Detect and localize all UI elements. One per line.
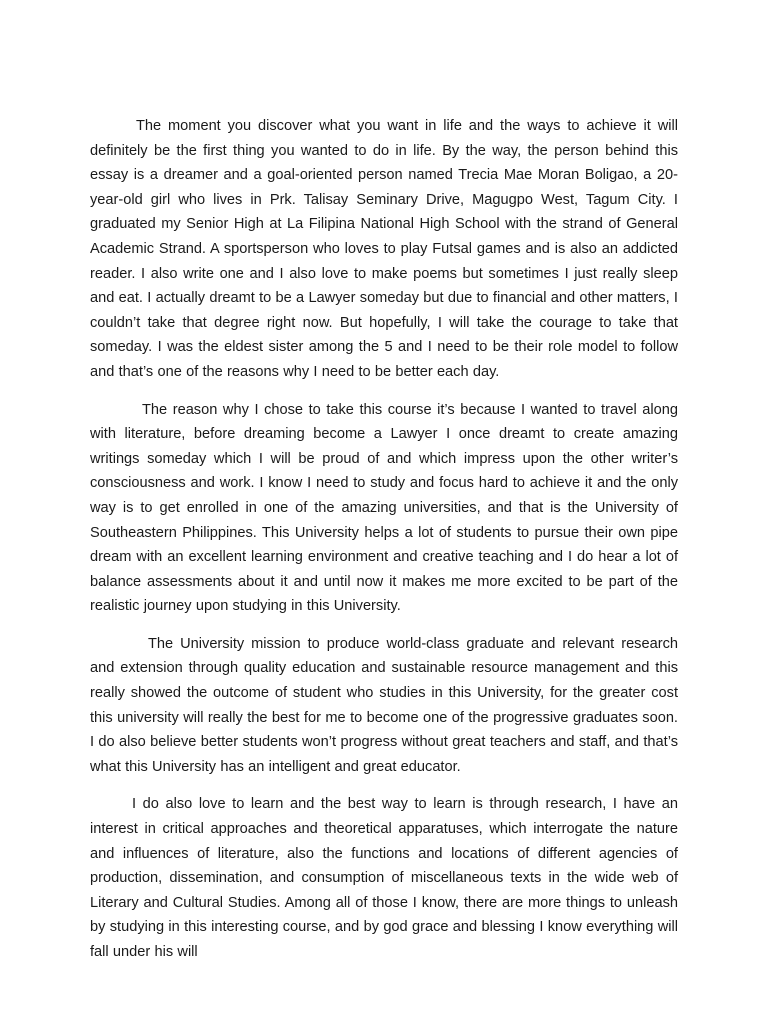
essay-paragraph-4: I do also love to learn and the best way to learn is through research, I have an interest in critical approaches and theoretical apparatuses, which interrogate the nature and influences of literature, also the functions and locations of different agencies of production, dissemination, and consumption of miscellaneous texts in the wide web of Literary and Cultural Studies. Among all of those I know, there are more things to unleash by studying in this interesting course, and by god grace and blessing I know everything will fall under his will — [90, 796, 678, 960]
essay-body — [90, 114, 678, 965]
essay-paragraph-2: The reason why I chose to take this course it’s because I wanted to travel along with literature, before dreaming become a Lawyer I once dreamt to create amazing writings someday which I will be proud of and which impress upon the other writer’s consciousness and work. I know I need to study and focus hard to achieve it and the only way is to get enrolled in one of the amazing universities, and that is the University of Southeastern Philippines. This University helps a lot of students to pursue their own pipe dream with an excellent learning environment and creative teaching and I do hear a lot of balance assessments about it and until now it makes me more excited to be part of the realistic journey upon studying in this University. — [90, 401, 678, 615]
essay-paragraph-1: The moment you discover what you want in life and the ways to achieve it will definitely be the first thing you wanted to do in life. By the way, the person behind this essay is a dreamer and a goal-oriented person named Trecia Mae Moran Boligao, a 20-year-old girl who lives in Prk. Talisay Seminary Drive, Magugpo West, Tagum City. I graduated my Senior High at La Filipina National High School with the strand of General Academic Strand. A sportsperson who loves to play Futsal games and is also an addicted reader. I also write one and I also love to make poems but sometimes I just really sleep and eat. I actually dreamt to be a Lawyer someday but due to financial and other matters, I couldn’t take that degree right now. But hopefully, I will take the courage to take that someday. I was the eldest sister among the 5 and I need to be their role model to follow and that’s one of the reasons why I need to be better each day. — [90, 118, 678, 380]
essay-paragraph-3: The University mission to produce world-class graduate and relevant research and extension through quality education and sustainable resource management and this really showed the outcome of student who studies in this University, for the greater cost this university will really the best for me to become one of the progressive graduates soon. I do also believe better students won’t progress without great teachers and staff, and that’s what this University has an intelligent and great educator. — [90, 635, 678, 775]
